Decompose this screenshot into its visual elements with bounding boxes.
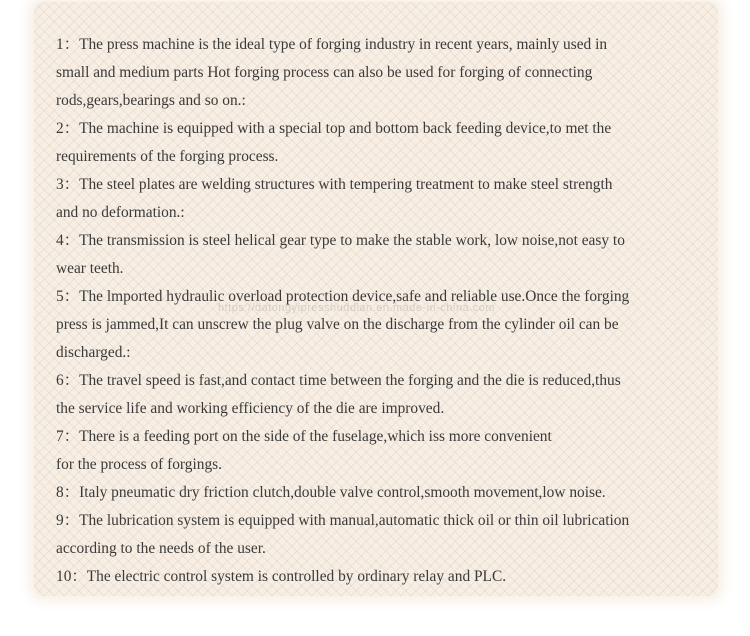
feature-item-5: 5：The lmported hydraulic overload protection device,safe and reliable use.Once the forging press is jammed,It can unscrew the plug valve on the discharge from the cylinder oil can be discharged.: bbox=[56, 288, 630, 361]
feature-item-6: 6：The travel speed is fast,and contact time between the forging and the die is reduced,thus the service life and working efficiency of the die are improved. bbox=[56, 372, 621, 417]
watermark-text: https://datongyipresshuddian.en.made-in-china.com bbox=[218, 302, 496, 314]
feature-list bbox=[56, 31, 716, 591]
feature-item-1: 1：The press machine is the ideal type of forging industry in recent years, mainly used in small and medium parts Hot forging process can also be used for forging of connecting rods,gears,bearings and so on.: bbox=[56, 36, 608, 109]
feature-item-8: 8：Italy pneumatic dry friction clutch,double valve control,smooth movement,low noise. bbox=[56, 484, 606, 501]
feature-item-9: 9：The lubrication system is equipped with manual,automatic thick oil or thin oil lubrication according to the needs of the user. bbox=[56, 512, 630, 557]
feature-item-4: 4：The transmission is steel helical gear type to make the stable work, low noise,not easy to wear teeth. bbox=[56, 232, 625, 277]
feature-item-2: 2：The machine is equipped with a special top and bottom back feeding device,to met the requirements of the forging process. bbox=[56, 120, 612, 165]
feature-item-7: 7：There is a feeding port on the side of the fuselage,which iss more convenient for the process of forgings. bbox=[56, 428, 552, 473]
feature-item-10: 10：The electric control system is controlled by ordinary relay and PLC. bbox=[56, 568, 507, 585]
feature-item-3: 3：The steel plates are welding structures with tempering treatment to make steel strength and no deformation.: bbox=[56, 176, 613, 221]
